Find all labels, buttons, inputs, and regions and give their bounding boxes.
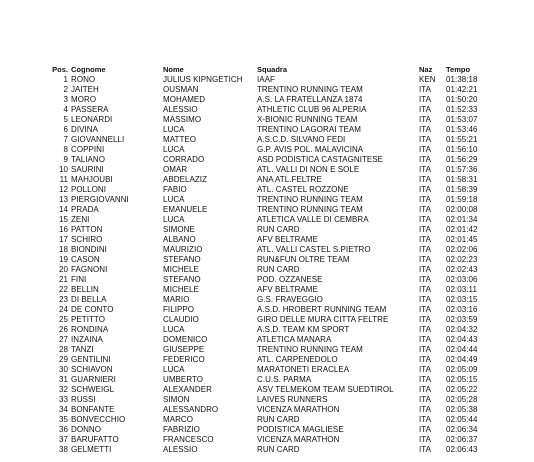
- cell-squadra: IAAF: [257, 75, 275, 84]
- cell-naz: ITA: [419, 195, 432, 204]
- cell-naz: ITA: [419, 205, 432, 214]
- cell-squadra: VICENZA MARATHON: [257, 405, 340, 414]
- cell-squadra: ASV TELMEKOM TEAM SUEDTIROL: [257, 385, 394, 394]
- table-row: [0, 155, 534, 165]
- cell-naz: ITA: [419, 225, 432, 234]
- cell-squadra: ANA ATL.FELTRE: [257, 175, 322, 184]
- cell-squadra: TRENTINO RUNNING TEAM: [257, 195, 363, 204]
- cell-nome: ABDELAZIZ: [163, 175, 208, 184]
- cell-naz: ITA: [419, 85, 432, 94]
- cell-naz: ITA: [419, 435, 432, 444]
- cell-tempo: 01:56:29: [446, 155, 478, 164]
- cell-cognome: SCHWEIGL: [71, 385, 115, 394]
- cell-cognome: GENTILINI: [71, 355, 111, 364]
- table-row: [0, 335, 534, 345]
- cell-cognome: LEONARDI: [71, 115, 113, 124]
- cell-tempo: 02:03:15: [446, 295, 478, 304]
- cell-nome: GIUSEPPE: [163, 345, 205, 354]
- cell-tempo: 02:04:43: [446, 335, 478, 344]
- table-row: [0, 295, 534, 305]
- cell-pos: 11: [59, 175, 68, 184]
- cell-naz: ITA: [419, 325, 432, 334]
- cell-pos: 4: [63, 105, 68, 114]
- cell-pos: 3: [63, 95, 68, 104]
- header-naz: Naz: [419, 65, 433, 74]
- cell-cognome: SCHIRO: [71, 235, 103, 244]
- cell-squadra: TRENTINO RUNNING TEAM: [257, 345, 363, 354]
- table-row: [0, 395, 534, 405]
- table-row: [0, 125, 534, 135]
- cell-pos: 5: [63, 115, 68, 124]
- cell-tempo: 01:42:21: [446, 85, 478, 94]
- header-tempo: Tempo: [446, 65, 471, 74]
- cell-naz: ITA: [419, 285, 432, 294]
- table-row: [0, 325, 534, 335]
- cell-nome: ALEXANDER: [163, 385, 212, 394]
- cell-nome: SIMON: [163, 395, 190, 404]
- cell-cognome: POLLONI: [71, 185, 107, 194]
- cell-tempo: 02:05:09: [446, 365, 478, 374]
- cell-pos: 35: [59, 415, 68, 424]
- cell-nome: LUCA: [163, 365, 185, 374]
- cell-cognome: DE CONTO: [71, 305, 114, 314]
- cell-cognome: PASSERA: [71, 105, 109, 114]
- cell-tempo: 02:03:16: [446, 305, 478, 314]
- cell-tempo: 02:05:44: [446, 415, 478, 424]
- table-row: [0, 165, 534, 175]
- cell-nome: LUCA: [163, 125, 185, 134]
- cell-squadra: A.S. LA FRATELLANZA 1874: [257, 95, 363, 104]
- cell-naz: ITA: [419, 315, 432, 324]
- cell-nome: MARCO: [163, 415, 194, 424]
- cell-naz: ITA: [419, 185, 432, 194]
- table-row: [0, 135, 534, 145]
- table-row: [0, 255, 534, 265]
- cell-nome: CORRADO: [163, 155, 205, 164]
- table-row: [0, 205, 534, 215]
- table-row: [0, 375, 534, 385]
- cell-tempo: 02:05:38: [446, 405, 478, 414]
- table-row: [0, 105, 534, 115]
- cell-naz: ITA: [419, 265, 432, 274]
- table-row: [0, 115, 534, 125]
- cell-cognome: COPPINI: [71, 145, 105, 154]
- cell-naz: ITA: [419, 245, 432, 254]
- cell-squadra: C.U.S. PARMA: [257, 375, 312, 384]
- cell-pos: 22: [59, 285, 68, 294]
- cell-nome: FABIO: [163, 185, 187, 194]
- cell-tempo: 02:03:11: [446, 285, 477, 294]
- cell-squadra: TRENTINO RUNNING TEAM: [257, 205, 363, 214]
- cell-pos: 1: [63, 75, 68, 84]
- cell-pos: 8: [63, 145, 68, 154]
- cell-tempo: 02:02:06: [446, 245, 478, 254]
- table-row: [0, 415, 534, 425]
- cell-squadra: ATHLETIC CLUB 96 ALPERIA: [257, 105, 367, 114]
- cell-naz: ITA: [419, 175, 432, 184]
- cell-tempo: 01:53:46: [446, 125, 478, 134]
- cell-nome: CLAUDIO: [163, 315, 199, 324]
- cell-cognome: CASON: [71, 255, 100, 264]
- cell-squadra: A.S.C.D. SILVANO FEDI: [257, 135, 346, 144]
- header-squadra: Squadra: [257, 65, 288, 74]
- cell-cognome: JAITEH: [71, 85, 99, 94]
- cell-pos: 2: [63, 85, 68, 94]
- table-row: [0, 315, 534, 325]
- cell-pos: 34: [59, 405, 68, 414]
- cell-pos: 13: [59, 195, 68, 204]
- table-row: [0, 425, 534, 435]
- cell-pos: 25: [59, 315, 68, 324]
- cell-naz: ITA: [419, 135, 432, 144]
- cell-tempo: 01:55:21: [446, 135, 478, 144]
- cell-cognome: FINI: [71, 275, 87, 284]
- cell-nome: ALESSIO: [163, 445, 198, 454]
- cell-cognome: BELLIN: [71, 285, 99, 294]
- cell-tempo: 02:02:23: [446, 255, 478, 264]
- cell-naz: ITA: [419, 95, 432, 104]
- cell-tempo: 01:58:31: [446, 175, 478, 184]
- table-row: [0, 305, 534, 315]
- cell-cognome: PRADA: [71, 205, 99, 214]
- cell-cognome: TALIANO: [71, 155, 105, 164]
- cell-cognome: DIVINA: [71, 125, 98, 134]
- cell-tempo: 02:06:37: [446, 435, 478, 444]
- table-row: [0, 215, 534, 225]
- cell-cognome: DONNO: [71, 425, 102, 434]
- cell-squadra: MARATONETI ERACLEA: [257, 365, 350, 374]
- cell-cognome: BONFANTE: [71, 405, 115, 414]
- table-row: [0, 365, 534, 375]
- cell-nome: OUSMAN: [163, 85, 199, 94]
- cell-pos: 19: [59, 255, 68, 264]
- cell-squadra: A.S.D. TEAM KM SPORT: [257, 325, 350, 334]
- cell-tempo: 01:59:18: [446, 195, 478, 204]
- cell-pos: 30: [59, 365, 68, 374]
- cell-naz: ITA: [419, 275, 432, 284]
- cell-naz: ITA: [419, 345, 432, 354]
- cell-nome: FRANCESCO: [163, 435, 214, 444]
- cell-squadra: G.P. AVIS POL. MALAVICINA: [257, 145, 364, 154]
- cell-cognome: SCHIAVON: [71, 365, 113, 374]
- cell-cognome: BARUFATTO: [71, 435, 119, 444]
- cell-cognome: GELMETTI: [71, 445, 112, 454]
- cell-nome: UMBERTO: [163, 375, 204, 384]
- cell-cognome: FAGNONI: [71, 265, 108, 274]
- cell-pos: 29: [59, 355, 68, 364]
- cell-cognome: GIOVANNELLI: [71, 135, 125, 144]
- cell-squadra: A.S.D. HROBERT RUNNING TEAM: [257, 305, 387, 314]
- cell-nome: SIMONE: [163, 225, 195, 234]
- table-row: [0, 145, 534, 155]
- cell-squadra: RUN&FUN OLTRE TEAM: [257, 255, 350, 264]
- cell-naz: ITA: [419, 105, 432, 114]
- cell-cognome: INZAINA: [71, 335, 103, 344]
- cell-naz: ITA: [419, 145, 432, 154]
- cell-tempo: 02:05:15: [446, 375, 478, 384]
- table-row: [0, 345, 534, 355]
- cell-pos: 6: [63, 125, 68, 134]
- cell-cognome: ZENI: [71, 215, 90, 224]
- cell-squadra: ATLETICA VALLE DI CEMBRA: [257, 215, 369, 224]
- cell-nome: FEDERICO: [163, 355, 205, 364]
- cell-tempo: 01:38:18: [446, 75, 478, 84]
- cell-nome: OMAR: [163, 165, 188, 174]
- cell-pos: 31: [59, 375, 68, 384]
- cell-squadra: PODISTICA MAGLIESE: [257, 425, 344, 434]
- table-row: [0, 355, 534, 365]
- table-row: [0, 85, 534, 95]
- cell-squadra: ATLETICA MANARA: [257, 335, 332, 344]
- cell-squadra: RUN CARD: [257, 445, 300, 454]
- cell-tempo: 02:01:42: [446, 225, 478, 234]
- cell-naz: ITA: [419, 165, 432, 174]
- cell-tempo: 02:05:22: [446, 385, 478, 394]
- cell-naz: ITA: [419, 295, 432, 304]
- cell-cognome: RONDINA: [71, 325, 109, 334]
- cell-naz: ITA: [419, 155, 432, 164]
- cell-nome: MAURIZIO: [163, 245, 203, 254]
- cell-pos: 18: [59, 245, 68, 254]
- table-row: [0, 435, 534, 445]
- cell-nome: EMANUELE: [163, 205, 208, 214]
- cell-tempo: 01:52:33: [446, 105, 478, 114]
- cell-squadra: AFV BELTRAME: [257, 285, 318, 294]
- cell-cognome: TANZI: [71, 345, 94, 354]
- cell-naz: ITA: [419, 255, 432, 264]
- table-row: [0, 75, 534, 85]
- cell-naz: ITA: [419, 305, 432, 314]
- cell-nome: MOHAMED: [163, 95, 206, 104]
- cell-pos: 37: [59, 435, 68, 444]
- cell-tempo: 01:57:36: [446, 165, 478, 174]
- cell-nome: MICHELE: [163, 285, 199, 294]
- cell-cognome: PETITTO: [71, 315, 105, 324]
- table-body: [0, 75, 534, 455]
- cell-nome: LUCA: [163, 195, 185, 204]
- cell-tempo: 02:04:49: [446, 355, 478, 364]
- cell-tempo: 02:03:59: [446, 315, 478, 324]
- cell-squadra: TRENTINO LAGORAI TEAM: [257, 125, 362, 134]
- cell-cognome: GUARNIERI: [71, 375, 116, 384]
- cell-cognome: MORO: [71, 95, 97, 104]
- cell-pos: 7: [63, 135, 68, 144]
- table-row: [0, 285, 534, 295]
- cell-naz: ITA: [419, 395, 432, 404]
- cell-pos: 20: [59, 265, 68, 274]
- cell-squadra: ATL. CARPENEDOLO: [257, 355, 338, 364]
- cell-pos: 12: [59, 185, 68, 194]
- cell-pos: 23: [59, 295, 68, 304]
- cell-naz: ITA: [419, 385, 432, 394]
- header-nome: Nome: [163, 65, 184, 74]
- cell-naz: ITA: [419, 115, 432, 124]
- cell-tempo: 02:04:32: [446, 325, 478, 334]
- cell-squadra: LAIVES RUNNERS: [257, 395, 328, 404]
- cell-nome: ALBANO: [163, 235, 196, 244]
- table-row: [0, 385, 534, 395]
- cell-cognome: DI BELLA: [71, 295, 107, 304]
- table-row: [0, 235, 534, 245]
- cell-squadra: AFV BELTRAME: [257, 235, 318, 244]
- cell-pos: 38: [59, 445, 68, 454]
- cell-nome: LUCA: [163, 325, 185, 334]
- cell-tempo: 02:06:34: [446, 425, 478, 434]
- cell-tempo: 02:05:28: [446, 395, 478, 404]
- table-header: [0, 64, 534, 75]
- cell-nome: MARIO: [163, 295, 190, 304]
- cell-squadra: VICENZA MARATHON: [257, 435, 340, 444]
- cell-squadra: POD. OZZANESE: [257, 275, 323, 284]
- table-row: [0, 265, 534, 275]
- cell-squadra: TRENTINO RUNNING TEAM: [257, 85, 363, 94]
- cell-pos: 28: [59, 345, 68, 354]
- table-row: [0, 225, 534, 235]
- cell-cognome: PIERGIOVANNI: [71, 195, 129, 204]
- cell-naz: ITA: [419, 355, 432, 364]
- table-row: [0, 405, 534, 415]
- cell-cognome: SAURINI: [71, 165, 104, 174]
- cell-nome: STEFANO: [163, 275, 201, 284]
- cell-naz: ITA: [419, 215, 432, 224]
- cell-nome: DOMENICO: [163, 335, 208, 344]
- header-pos: Pos.: [52, 65, 68, 74]
- cell-tempo: 01:50:20: [446, 95, 478, 104]
- cell-tempo: 01:56:10: [446, 145, 478, 154]
- table-row: [0, 195, 534, 205]
- cell-nome: JULIUS KIPNGETICH: [163, 75, 243, 84]
- cell-squadra: RUN CARD: [257, 415, 300, 424]
- cell-naz: ITA: [419, 405, 432, 414]
- cell-pos: 9: [63, 155, 68, 164]
- cell-cognome: RONO: [71, 75, 96, 84]
- cell-naz: ITA: [419, 235, 432, 244]
- cell-nome: LUCA: [163, 145, 185, 154]
- cell-tempo: 02:00:08: [446, 205, 478, 214]
- cell-tempo: 02:01:45: [446, 235, 478, 244]
- header-cognome: Cognome: [71, 65, 106, 74]
- cell-tempo: 02:01:34: [446, 215, 478, 224]
- cell-pos: 21: [59, 275, 68, 284]
- cell-nome: LUCA: [163, 215, 185, 224]
- cell-cognome: BONVECCHIO: [71, 415, 126, 424]
- table-row: [0, 245, 534, 255]
- cell-tempo: 02:06:43: [446, 445, 478, 454]
- cell-pos: 27: [59, 335, 68, 344]
- cell-pos: 33: [59, 395, 68, 404]
- cell-nome: MASSIMO: [163, 115, 202, 124]
- table-row: [0, 175, 534, 185]
- cell-tempo: 01:53:07: [446, 115, 478, 124]
- cell-squadra: RUN CARD: [257, 225, 300, 234]
- cell-nome: STEFANO: [163, 255, 201, 264]
- cell-naz: ITA: [419, 335, 432, 344]
- cell-squadra: ATL. CASTEL ROZZONE: [257, 185, 349, 194]
- cell-squadra: ATL. VALLI DI NON E SOLE: [257, 165, 360, 174]
- cell-squadra: X-BIONIC RUNNING TEAM: [257, 115, 358, 124]
- cell-tempo: 01:58:39: [446, 185, 478, 194]
- cell-nome: MATTEO: [163, 135, 197, 144]
- cell-pos: 26: [59, 325, 68, 334]
- cell-pos: 16: [59, 225, 68, 234]
- cell-naz: KEN: [419, 75, 436, 84]
- cell-pos: 14: [59, 205, 68, 214]
- cell-pos: 17: [59, 235, 68, 244]
- cell-pos: 24: [59, 305, 68, 314]
- cell-cognome: MAHJOUBI: [71, 175, 113, 184]
- cell-nome: FABRIZIO: [163, 425, 200, 434]
- table-row: [0, 275, 534, 285]
- table-row: [0, 445, 534, 455]
- cell-pos: 32: [59, 385, 68, 394]
- cell-tempo: 02:03:06: [446, 275, 478, 284]
- cell-squadra: ASD PODISTICA CASTAGNITESE: [257, 155, 384, 164]
- cell-tempo: 02:02:43: [446, 265, 478, 274]
- cell-squadra: ATL. VALLI CASTEL S.PIETRO: [257, 245, 371, 254]
- cell-pos: 36: [59, 425, 68, 434]
- cell-squadra: G.S. FRAVEGGIO: [257, 295, 323, 304]
- cell-nome: FILIPPO: [163, 305, 195, 314]
- cell-squadra: RUN CARD: [257, 265, 300, 274]
- table-row: [0, 185, 534, 195]
- table-row: [0, 95, 534, 105]
- cell-nome: ALESSANDRO: [163, 405, 219, 414]
- cell-naz: ITA: [419, 445, 432, 454]
- cell-squadra: GIRO DELLE MURA CITTA FELTRE: [257, 315, 389, 324]
- cell-nome: MICHELE: [163, 265, 199, 274]
- cell-naz: ITA: [419, 365, 432, 374]
- cell-cognome: RUSSI: [71, 395, 96, 404]
- cell-cognome: BIONDINI: [71, 245, 107, 254]
- cell-tempo: 02:04:44: [446, 345, 478, 354]
- cell-cognome: PATTON: [71, 225, 103, 234]
- cell-naz: ITA: [419, 125, 432, 134]
- cell-nome: ALESSIO: [163, 105, 198, 114]
- cell-naz: ITA: [419, 425, 432, 434]
- cell-naz: ITA: [419, 375, 432, 384]
- cell-pos: 10: [59, 165, 68, 174]
- cell-naz: ITA: [419, 415, 432, 424]
- results-table: [0, 64, 534, 455]
- cell-pos: 15: [59, 215, 68, 224]
